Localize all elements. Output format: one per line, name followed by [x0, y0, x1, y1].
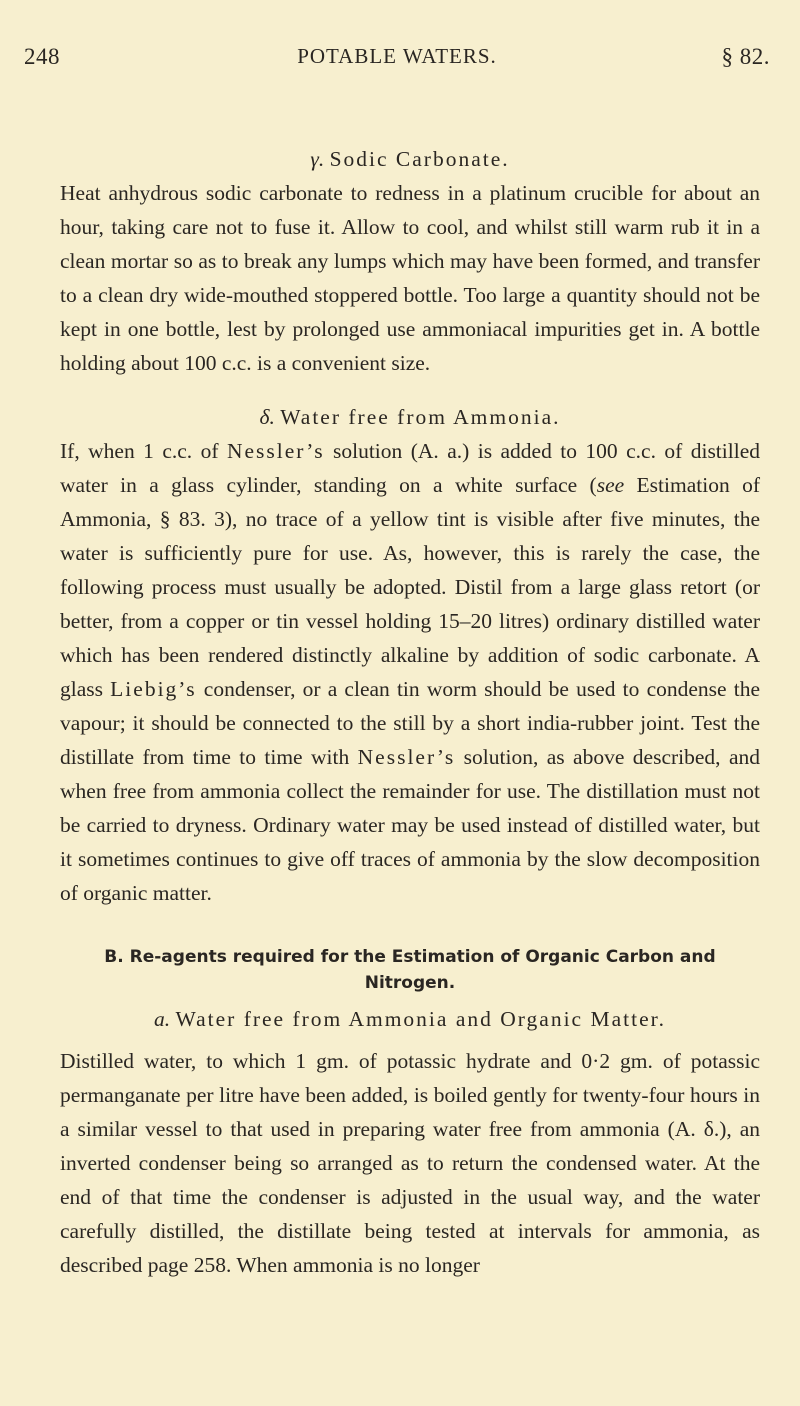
- subsection-title: Sodic Carbonate.: [329, 147, 510, 171]
- paragraph-water-free-organic: Distilled water, to which 1 gm. of potassic hydrate and 0·2 gm. of potassic permanganate per litre have been added, is boiled gently for twenty-four hours in a similar vessel to that used in preparing water free from ammonia (A. δ.), an inverted condenser being so arranged as to return the condensed water. At the end of that time the condenser is adjusted in the usual way, and the water carefully distilled, the distillate being tested at intervals for ammonia, as described page 258. When ammonia is no longer: [60, 1049, 760, 1277]
- running-title: POTABLE WATERS.: [297, 44, 497, 68]
- name-liebig: Liebig’s: [110, 677, 197, 701]
- subsection-heading-delta: [60, 400, 760, 434]
- text-run: Estimation of Ammonia, § 83. 3), no trace of a yellow tint is visible after five minutes, the water is sufficiently pure for use. As, however, this is rarely the case, the following process must usually be adopted. Distil from a large glass retort (or better, from a copper or tin vessel holding 15–20 litres) ordinary distilled water which has been rendered distinctly alkaline by addition of sodic carbonate. A glass: [60, 473, 760, 701]
- subsection-label: a.: [154, 1007, 171, 1031]
- subsection-heading-gamma: [60, 142, 760, 176]
- section-heading-b: B. Re-agents required for the Estimation of Organic Carbon and Nitrogen.: [104, 947, 716, 993]
- name-nessler: Nessler’s: [357, 745, 456, 769]
- page-number: 248: [24, 44, 60, 69]
- paragraph-sodic-carbonate: Heat anhydrous sodic carbonate to redness in a platinum crucible for about an hour, taking care not to fuse it. Allow to cool, and whilst still warm rub it in a clean mortar so as to break any lumps which may have been formed, and transfer to a clean dry wide-mouthed stoppered bottle. Too large a quantity should not be kept in one bottle, lest by prolonged use ammoniacal impurities get in. A bottle holding about 100 c.c. is a convenient size.: [60, 181, 760, 375]
- text-run: condenser, or a clean tin worm should be used to condense the vapour; it should be connected to the still by a short india-rubber joint. Test the distillate from time to time with: [60, 677, 761, 769]
- paragraph-water-free-from-ammonia: [60, 434, 760, 910]
- name-nessler: Nessler’s: [226, 439, 325, 463]
- see-reference: see: [596, 473, 625, 497]
- subsection-title: Water free from Ammonia.: [280, 405, 561, 429]
- subsection-label: γ.: [310, 147, 325, 171]
- subsection-title: Water free from Ammonia and Organic Matter.: [175, 1007, 666, 1031]
- text-run: solution (A. a.) is added to 100 c.c. of distilled water in a glass cylinder, standing on a white surface (: [60, 439, 760, 497]
- body-text: [60, 142, 760, 1282]
- text-run: If, when 1 c.c. of: [60, 439, 227, 463]
- section-number: § 82.: [721, 44, 770, 69]
- running-head: [24, 44, 770, 80]
- subsection-heading-alpha: [60, 1002, 760, 1036]
- subsection-label: δ.: [259, 405, 275, 429]
- text-run: solution, as above described, and when free from ammonia collect the remainder for use. The distillation must not be carried to dryness. Ordinary water may be used instead of distilled water, but it sometimes continues to give off traces of ammonia by the slow decomposition of organic matter.: [60, 745, 760, 905]
